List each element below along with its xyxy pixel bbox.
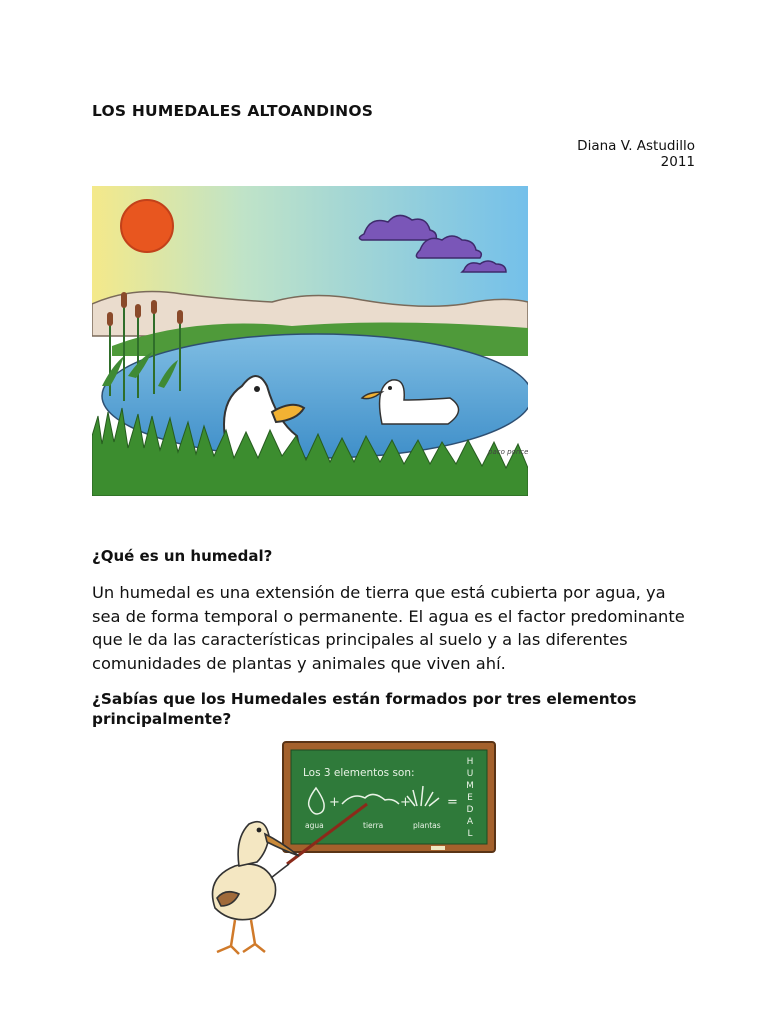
author-block <box>577 138 695 170</box>
chalkboard-vertical-letter: A <box>466 817 474 827</box>
chalkboard-vertical-letter: H <box>466 757 474 767</box>
chalkboard-label-plantas: plantas <box>413 821 441 830</box>
author-year: 2011 <box>660 154 695 170</box>
chalkboard-vertical-letter: U <box>466 769 474 779</box>
chalkboard-label-tierra: tierra <box>363 821 384 830</box>
section-heading-what-is: ¿Qué es un humedal? <box>92 547 273 565</box>
section-heading-did-you-know: ¿Sabías que los Humedales están formados por tres elementos principalmente? <box>92 690 637 728</box>
chalkboard-vertical-letter: L <box>467 829 473 839</box>
section-paragraph-definition: Un humedal es una extensión de tierra que está cubierta por agua, ya sea de forma temporal o permanente. El agua es el factor predominante que le da las características principales al suelo y a las diferentes comunidades de plantas y animales que viven ahí. <box>92 583 685 673</box>
plus-sign-1: + <box>329 795 340 810</box>
equals-sign: = <box>447 795 458 810</box>
chalkboard-vertical-letter: E <box>467 793 473 803</box>
sun-icon <box>121 200 173 252</box>
chalkboard-headline: Los 3 elementos son: <box>303 767 415 779</box>
chalkboard-vertical-letter: D <box>466 805 474 815</box>
chalkboard-label-agua: agua <box>305 821 324 830</box>
chalkboard-vertical-word <box>466 757 474 839</box>
wetland-illustration <box>92 186 528 496</box>
author-name: Diana V. Astudillo <box>577 138 695 154</box>
chalk-piece <box>431 846 445 850</box>
plus-sign-2: + <box>400 795 411 810</box>
artist-signature: paco ponce <box>488 448 528 456</box>
document-title: LOS HUMEDALES ALTOANDINOS <box>92 102 374 120</box>
chalkboard-vertical-letter: M <box>466 781 474 791</box>
chalkboard-illustration <box>195 738 500 960</box>
